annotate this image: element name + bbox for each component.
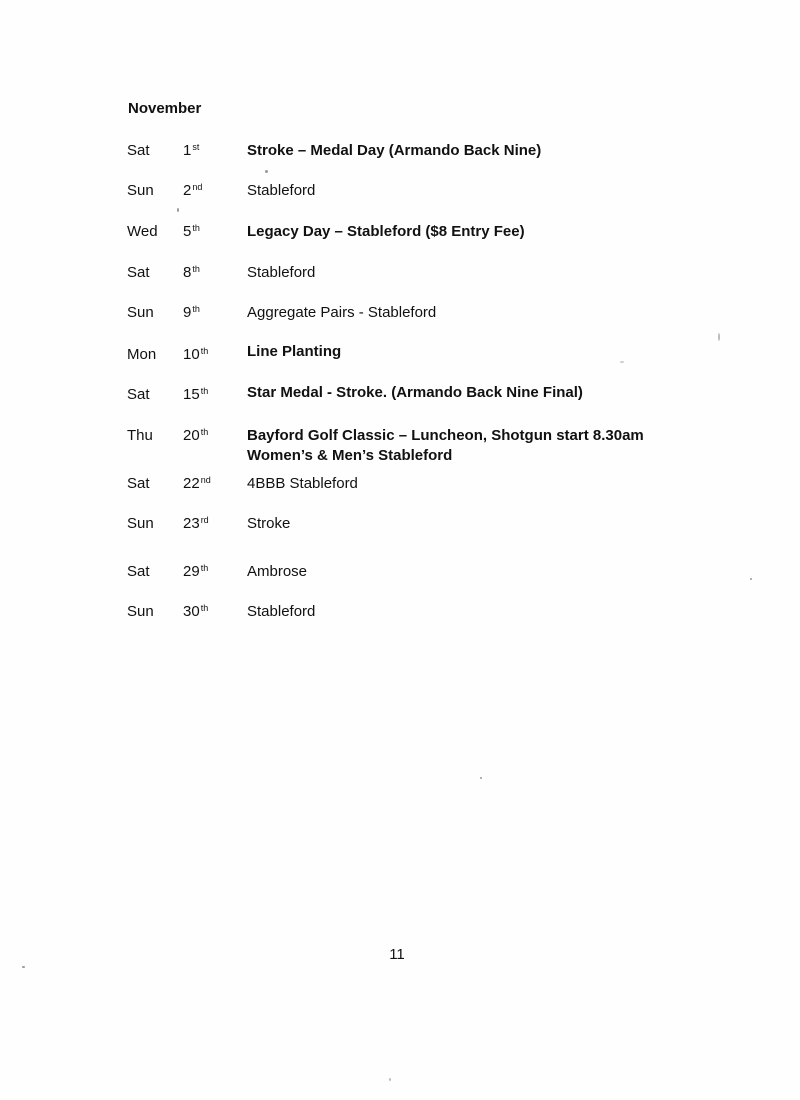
date-number: 1 <box>183 142 192 159</box>
event-name: 4BBB Stableford <box>247 475 358 492</box>
scan-speck <box>718 333 720 341</box>
event-date <box>183 345 208 365</box>
event-day: Sun <box>127 603 154 620</box>
event-name: Stableford <box>247 264 316 281</box>
date-suffix: th <box>200 427 209 437</box>
date-number: 9 <box>183 304 192 321</box>
event-day: Sun <box>127 304 154 321</box>
date-number: 5 <box>183 223 192 240</box>
event-date <box>183 385 208 405</box>
event-name: Ambrose <box>247 563 308 580</box>
date-suffix: th <box>192 304 200 314</box>
event-day: Sat <box>127 264 150 281</box>
date-number: 10 <box>183 346 200 363</box>
event-date <box>183 602 208 622</box>
date-number: 20 <box>183 427 200 444</box>
event-day: Sat <box>127 142 150 159</box>
event-date <box>183 474 211 494</box>
event-date <box>183 141 199 161</box>
event-day: Sat <box>127 475 150 492</box>
scan-speck <box>265 170 268 173</box>
date-number: 30 <box>183 603 200 620</box>
event-date <box>183 562 208 582</box>
event-day: Sat <box>127 563 150 580</box>
scan-speck <box>750 578 752 580</box>
date-suffix: st <box>192 142 200 152</box>
event-name: Stroke – Medal Day (Armando Back Nine) <box>247 142 542 159</box>
event-name: Stroke <box>247 515 291 532</box>
page-number <box>0 946 800 963</box>
date-number: 29 <box>183 563 200 580</box>
scan-speck <box>620 361 624 363</box>
event-date <box>183 514 209 534</box>
date-number: 23 <box>183 515 200 532</box>
event-line-1: Bayford Golf Classic – Luncheon, Shotgun start 8.30am <box>247 427 644 444</box>
date-suffix: th <box>200 563 209 573</box>
date-suffix: rd <box>200 515 209 525</box>
month-heading: November <box>128 100 202 117</box>
date-suffix: th <box>192 223 200 233</box>
scan-speck <box>389 1078 391 1081</box>
event-name: Stableford <box>247 603 316 620</box>
event-name: Stableford <box>247 182 316 199</box>
scan-speck <box>480 777 482 779</box>
date-suffix: nd <box>200 475 211 485</box>
date-suffix: th <box>200 346 209 356</box>
event-date <box>183 426 208 446</box>
event-day: Sun <box>127 182 154 199</box>
date-suffix: nd <box>192 182 203 192</box>
date-number: 22 <box>183 475 200 492</box>
date-suffix: th <box>200 386 209 396</box>
event-name: Line Planting <box>247 343 342 360</box>
date-number: 15 <box>183 386 200 403</box>
event-day: Wed <box>127 223 158 240</box>
event-date <box>183 303 200 323</box>
event-day: Sun <box>127 515 154 532</box>
event-name: Star Medal - Stroke. (Armando Back Nine Final) <box>247 384 583 401</box>
scan-speck <box>22 966 25 968</box>
event-day: Thu <box>127 427 153 444</box>
date-suffix: th <box>192 264 200 274</box>
event-date <box>183 222 200 242</box>
date-suffix: th <box>200 603 209 613</box>
event-name <box>247 426 767 466</box>
event-day: Mon <box>127 346 157 363</box>
event-day: Sat <box>127 386 150 403</box>
event-date <box>183 263 200 283</box>
scan-speck <box>177 208 179 212</box>
event-name: Legacy Day – Stableford ($8 Entry Fee) <box>247 223 525 240</box>
date-number: 2 <box>183 182 192 199</box>
page-number-text: 11 <box>389 946 405 963</box>
event-line-2: Women’s & Men’s Stableford <box>247 447 453 464</box>
date-number: 8 <box>183 264 192 281</box>
event-name: Aggregate Pairs - Stableford <box>247 304 437 321</box>
event-date <box>183 181 202 201</box>
